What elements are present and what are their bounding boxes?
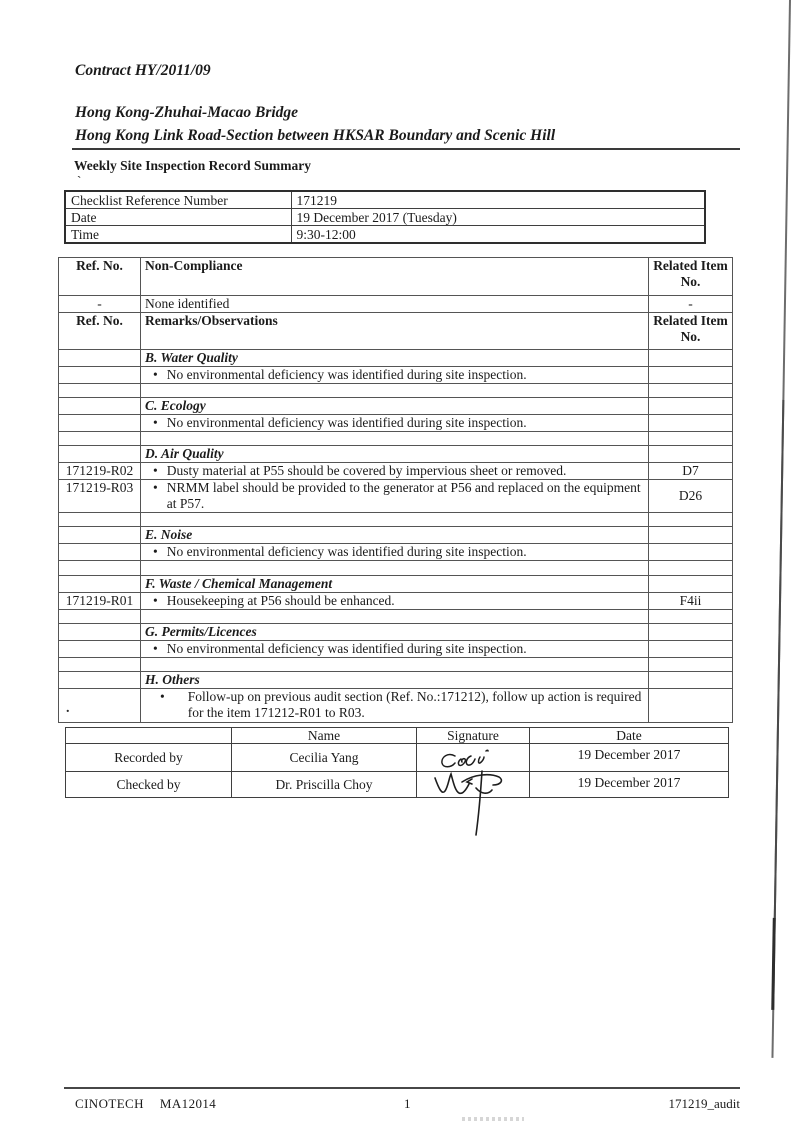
checklist-info-table [64,190,706,244]
remark-row [59,367,733,384]
checked-by-row [66,772,729,798]
bullet-icon: • [153,593,158,608]
remark-text: Housekeeping at P56 should be enhanced. [166,593,395,608]
remark-cell [141,480,649,513]
footer-text-row [64,1096,740,1112]
remark-cell [141,463,649,480]
remark-cell [141,367,649,384]
ref-cell [59,576,141,593]
related-cell [649,544,733,561]
date-header: Date [530,728,729,744]
section-header-cell: D. Air Quality [141,446,649,463]
empty-cell [141,658,649,672]
remark-row [59,641,733,658]
related-cell [649,446,733,463]
related-cell [649,398,733,415]
related-item-header: Related Item No. [649,258,733,296]
spacer-row [59,658,733,672]
related-item-header: Related Item No. [649,313,733,350]
date-cell: 19 December 2017 [530,772,729,798]
ref-cell: - [59,296,141,313]
footer-doc-ref: 171219_audit [668,1096,740,1111]
remark-text: No environmental deficiency was identified during site inspection. [166,544,527,559]
scan-edge-line-mid [774,400,785,918]
ref-cell [59,658,141,672]
info-row [65,191,705,209]
related-cell [649,561,733,576]
signature-cell [417,772,530,798]
name-header: Name [232,728,417,744]
remark-row [59,689,733,723]
stray-dot-mark: . [66,701,70,716]
related-cell [649,689,733,723]
page-footer [64,1087,740,1112]
empty-cell [141,561,649,576]
bullet-icon: • [153,463,158,478]
role-cell: Recorded by [66,744,232,772]
section-row-water-quality [59,350,733,367]
ref-cell: 171219-R01 [59,593,141,610]
signature-table [65,727,729,798]
related-cell [649,384,733,398]
bullet-icon: • [153,641,158,656]
related-cell [649,624,733,641]
empty-cell [141,384,649,398]
info-label: Checklist Reference Number [65,191,291,209]
info-label: Date [65,209,291,226]
ref-cell [59,350,141,367]
section-header-cell: E. Noise [141,527,649,544]
empty-cell [141,432,649,446]
related-cell [649,658,733,672]
ref-cell [59,446,141,463]
related-cell: D26 [649,480,733,513]
role-cell: Checked by [66,772,232,798]
remark-text: No environmental deficiency was identified during site inspection. [166,367,527,382]
related-cell: D7 [649,463,733,480]
ref-cell [59,561,141,576]
spacer-row [59,561,733,576]
ref-cell: 171219-R02 [59,463,141,480]
ref-cell [59,689,141,723]
ref-cell [59,672,141,689]
info-row [65,226,705,244]
checked-signature [429,764,524,839]
related-cell [649,350,733,367]
section-title: Hong Kong Link Road-Section between HKSAR Boundary and Scenic Hill [75,127,556,144]
remark-cell [141,689,649,723]
remark-row [59,463,733,480]
footer-left [75,1096,216,1112]
remark-text: No environmental deficiency was identified during site inspection. [166,641,527,656]
empty-cell [141,513,649,527]
section-row-ecology [59,398,733,415]
section-row-waste-chemical [59,576,733,593]
empty-cell [141,610,649,624]
footer-code: MA12014 [159,1096,217,1111]
remark-cell [141,641,649,658]
ref-cell [59,624,141,641]
spacer-row [59,610,733,624]
empty-header-cell [66,728,232,744]
related-cell: - [649,296,733,313]
non-compliance-header: Non-Compliance [141,258,649,296]
scan-edge-line [771,0,791,1058]
section-header-cell: C. Ecology [141,398,649,415]
document-subtitle: Weekly Site Inspection Record Summary [74,158,311,173]
related-cell [649,432,733,446]
section-row-noise [59,527,733,544]
section-header-cell: G. Permits/Licences [141,624,649,641]
ref-cell [59,513,141,527]
bullet-icon: • [160,689,165,704]
spacer-row [59,384,733,398]
remark-cell [141,593,649,610]
info-value: 9:30-12:00 [291,226,705,244]
info-value: 19 December 2017 (Tuesday) [291,209,705,226]
info-label: Time [65,226,291,244]
related-cell: F4ii [649,593,733,610]
page-number: 1 [404,1096,411,1111]
related-cell [649,367,733,384]
ref-no-header: Ref. No. [59,313,141,350]
remark-cell [141,415,649,432]
section-row-permits-licences [59,624,733,641]
remarks-header: Remarks/Observations [141,313,649,350]
bullet-icon: • [153,367,158,382]
ref-cell [59,384,141,398]
ref-cell [59,415,141,432]
remark-row [59,544,733,561]
related-cell [649,576,733,593]
bullet-icon: • [153,480,158,495]
section-header-cell: H. Others [141,672,649,689]
remarks-header-row [59,313,733,350]
ref-cell [59,432,141,446]
ref-cell [59,641,141,658]
footer-org: CINOTECH [75,1096,144,1111]
ref-cell: 171219-R03 [59,480,141,513]
related-cell [649,641,733,658]
related-cell [649,610,733,624]
section-row-others [59,672,733,689]
info-row [65,209,705,226]
remark-text: Follow-up on previous audit section (Ref. No.:171212), follow up action is required for the item 171212-R01 to R03. [187,689,642,720]
section-row-air-quality [59,446,733,463]
remark-row [59,593,733,610]
info-value: 171219 [291,191,705,209]
project-title: Hong Kong-Zhuhai-Macao Bridge [75,104,299,121]
remark-row [59,415,733,432]
signature-header: Signature [417,728,530,744]
section-header-cell: B. Water Quality [141,350,649,367]
name-cell: Cecilia Yang [232,744,417,772]
non-compliance-header-row [59,258,733,296]
remark-row [59,480,733,513]
related-cell [649,672,733,689]
ref-cell [59,527,141,544]
ref-cell [59,367,141,384]
ref-cell [59,610,141,624]
section-header-cell: F. Waste / Chemical Management [141,576,649,593]
remark-text: Dusty material at P55 should be covered by impervious sheet or removed. [166,463,567,478]
scan-edge-line-dark [771,918,776,1010]
stray-tick-mark: ` [77,173,82,188]
ref-no-header: Ref. No. [59,258,141,296]
ref-cell [59,398,141,415]
scan-smudge [462,1117,524,1121]
none-identified-row [59,296,733,313]
date-cell: 19 December 2017 [530,744,729,772]
related-cell [649,415,733,432]
ref-cell [59,544,141,561]
remark-text: NRMM label should be provided to the generator at P56 and replaced on the equipment at P57. [166,480,641,511]
name-cell: Dr. Priscilla Choy [232,772,417,798]
recorded-by-row [66,744,729,772]
contract-title: Contract HY/2011/09 [75,62,211,79]
remark-cell [141,544,649,561]
related-cell [649,527,733,544]
bullet-icon: • [153,544,158,559]
spacer-row [59,432,733,446]
bullet-icon: • [153,415,158,430]
inspection-table [58,257,733,723]
footer-divider [64,1087,740,1089]
remark-text: No environmental deficiency was identified during site inspection. [166,415,527,430]
signature-header-row [66,728,729,744]
spacer-row [59,513,733,527]
note-cell: None identified [141,296,649,313]
related-cell [649,513,733,527]
header-divider [72,148,740,150]
document-header [75,61,555,145]
